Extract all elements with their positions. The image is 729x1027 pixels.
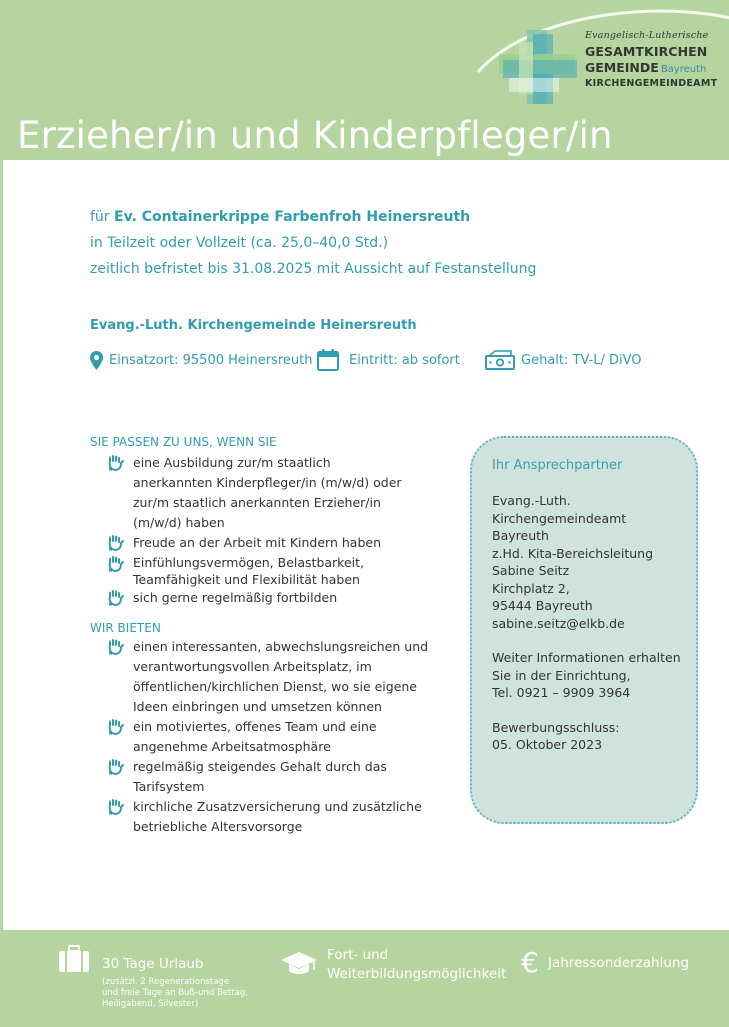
- raised-hand-icon: [107, 759, 124, 775]
- raised-hand-icon: [107, 455, 124, 471]
- deadline-date: 05. Oktober 2023: [492, 737, 603, 752]
- training-line-2: Weiterbildungsmöglichkeit: [327, 966, 507, 982]
- spacer: [492, 702, 681, 719]
- calendar-icon: [317, 349, 339, 371]
- raised-hand-icon: [107, 556, 124, 572]
- vacation-benefit: [102, 955, 248, 1010]
- salary-text: Gehalt: TV-L/ DiVO: [521, 352, 642, 368]
- cash-icon: [485, 350, 515, 370]
- contact-heading: Ihr Ansprechpartner: [492, 458, 623, 473]
- raised-hand-icon: [107, 590, 124, 606]
- logo-line-2: GESAMTKIRCHEN: [585, 44, 708, 59]
- benefits-footer: [0, 930, 729, 1027]
- contact-details: [492, 492, 681, 754]
- deadline-label: Bewerbungsschluss:: [492, 719, 620, 735]
- start-info: [317, 347, 460, 373]
- list-item: [107, 453, 407, 533]
- intro-line-1: [90, 204, 536, 230]
- logo-line-3: [585, 60, 725, 75]
- info-line: Weiter Informationen erhalten: [492, 650, 681, 665]
- contact-line: Evang.-Luth.: [492, 493, 571, 508]
- offer-text: einen interessanten, abwechslungsreichen und verantwortungsvollen Arbeitsplatz, im öffentlichen/kirchlichen Dienst, wo sie eigene Ideen einbringen und umsetzen können: [133, 639, 429, 714]
- logo-city: Bayreuth: [660, 64, 707, 75]
- intro-prefix: für: [90, 209, 115, 225]
- vacation-note-1: (zusätzl. 2 Regenerationstage: [102, 977, 230, 987]
- requirements-list: [107, 453, 407, 608]
- salary-info: [485, 347, 642, 373]
- list-item: [107, 797, 437, 837]
- graduation-cap-icon: [280, 950, 318, 976]
- start-text: Eintritt: ab sofort: [349, 352, 460, 368]
- requirement-text: Freude an der Arbeit mit Kindern haben: [133, 535, 381, 550]
- suitcase-icon: [58, 945, 90, 973]
- offer-list: [107, 637, 437, 837]
- training-benefit: [327, 946, 506, 984]
- requirements-heading: SIE PASSEN ZU UNS, WENN SIE: [90, 435, 277, 449]
- spacer: [492, 632, 681, 649]
- job-title: Erzieher/in und Kinderpfleger/in: [17, 114, 613, 157]
- euro-icon: €: [521, 946, 539, 979]
- vacation-title: 30 Tage Urlaub: [102, 956, 204, 972]
- offer-text: kirchliche Zusatzversicherung und zusätzliche betriebliche Altersvorsorge: [133, 799, 422, 834]
- offer-text: regelmäßig steigendes Gehalt durch das Tarifsystem: [133, 759, 387, 794]
- raised-hand-icon: [107, 799, 124, 815]
- contact-email[interactable]: sabine.seitz@elkb.de: [492, 615, 625, 631]
- list-item: [107, 717, 437, 757]
- logo-gemeinde: GEMEINDE: [585, 60, 659, 75]
- org-logo-text: [585, 30, 725, 89]
- list-item: [107, 554, 407, 588]
- contact-line: 95444 Bayreuth: [492, 598, 593, 613]
- location-info: [90, 347, 313, 373]
- facility-name: Ev. Containerkrippe Farbenfroh Heinersreuth: [114, 209, 471, 225]
- contact-line: Bayreuth: [492, 528, 549, 543]
- cross-logo-icon: [497, 28, 579, 108]
- requirement-text: eine Ausbildung zur/m staatlich anerkannten Kinderpfleger/in (m/w/d) oder zur/m staatlich anerkannten Erzieher/in (m/w/d) haben: [133, 455, 402, 530]
- training-line-1: Fort- und: [327, 947, 389, 963]
- contact-line: z.Hd. Kita-Bereichsleitung: [492, 545, 654, 561]
- vacation-note-2: und freie Tage an Buß-und Bettag,: [102, 988, 249, 998]
- employer-name: Evang.-Luth. Kirchengemeinde Heinersreuth: [90, 318, 417, 333]
- intro-line-2: in Teilzeit oder Vollzeit (ca. 25,0–40,0 Std.): [90, 235, 389, 251]
- info-line: Sie in der Einrichtung,: [492, 667, 631, 683]
- raised-hand-icon: [107, 639, 124, 655]
- contact-box: [470, 436, 698, 824]
- contact-phone[interactable]: Tel. 0921 – 9909 3964: [492, 685, 631, 700]
- list-item: [107, 533, 407, 553]
- offer-text: ein motiviertes, offenes Team und eine angenehme Arbeitsatmosphäre: [133, 719, 377, 754]
- raised-hand-icon: [107, 535, 124, 551]
- contact-line: Sabine Seitz: [492, 563, 570, 578]
- location-text: Einsatzort: 95500 Heinersreuth: [109, 352, 313, 368]
- logo-line-4: KIRCHENGEMEINDEAMT: [585, 78, 718, 89]
- list-item: [107, 637, 437, 717]
- requirement-text: sich gerne regelmäßig fortbilden: [133, 590, 338, 605]
- map-pin-icon: [90, 351, 103, 370]
- intro-line-3: zeitlich befristet bis 31.08.2025 mit Aussicht auf Festanstellung: [90, 261, 537, 277]
- header-band: [0, 0, 729, 160]
- raised-hand-icon: [107, 719, 124, 735]
- list-item: [107, 588, 407, 608]
- bonus-benefit: Jahressonderzahlung: [548, 955, 690, 971]
- contact-line: Kirchengemeindeamt: [492, 510, 627, 526]
- vacation-note-3: Heiligabend, Silvester): [102, 999, 199, 1009]
- list-item: [107, 757, 437, 797]
- logo-line-1: Evangelisch-Lutherische: [585, 30, 709, 41]
- contact-line: Kirchplatz 2,: [492, 580, 570, 596]
- offer-heading: WIR BIETEN: [90, 621, 161, 635]
- left-border: [0, 160, 3, 930]
- intro-block: [90, 204, 536, 282]
- requirement-text: Einfühlungsvermögen, Belastbarkeit, Teamfähigkeit und Flexibilität haben: [133, 555, 365, 587]
